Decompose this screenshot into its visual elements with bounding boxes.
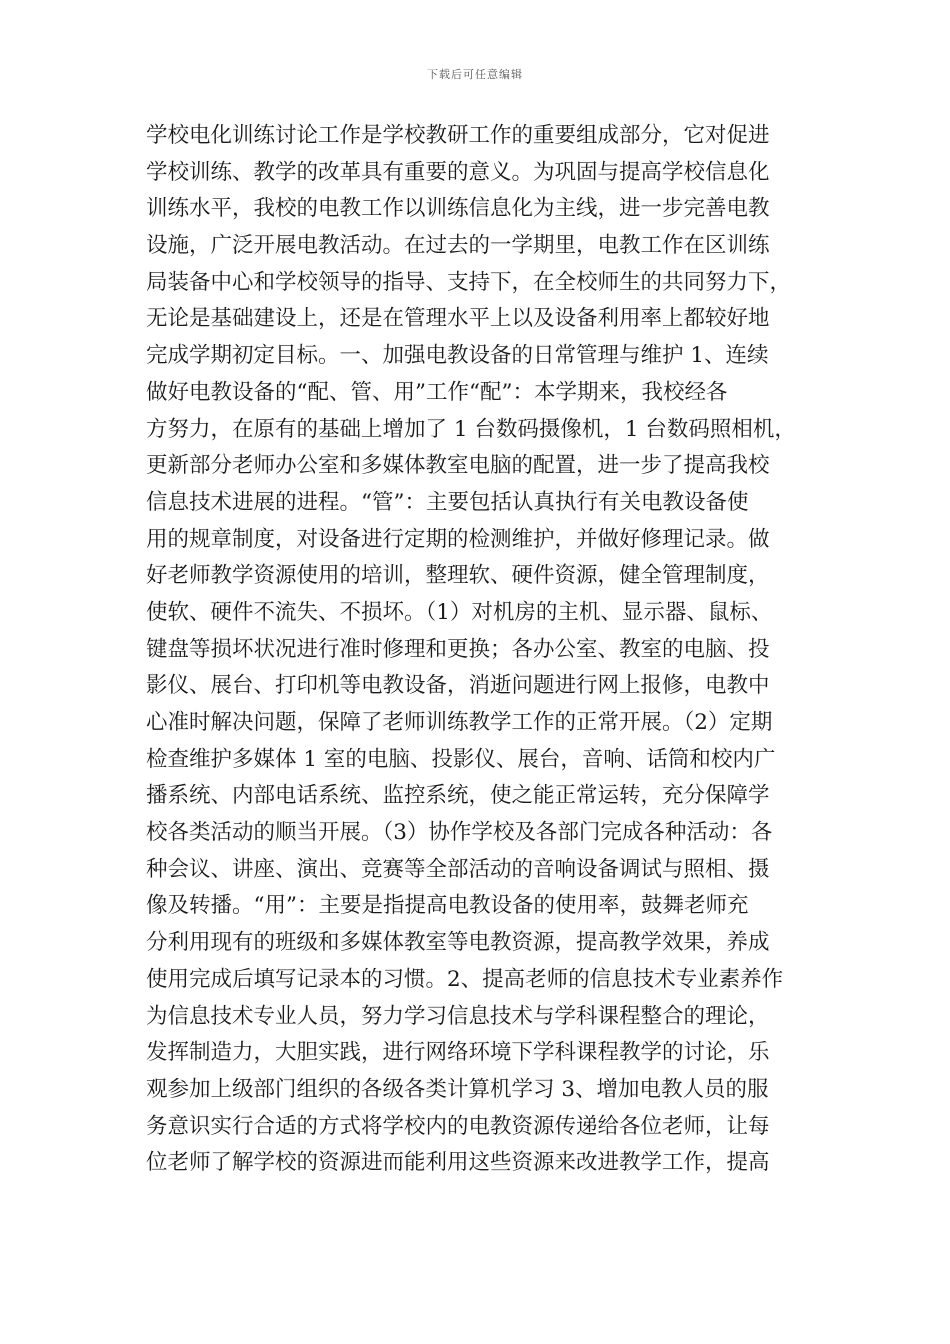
text-line: 无论是基础建设上，还是在管理水平上以及设备利用率上都较好地 <box>146 306 770 332</box>
text-line: 像及转播。“用”：主要是指提高电教设备的使用率，鼓舞老师充 <box>146 893 749 919</box>
text-line: 检查维护多媒体 1 室的电脑、投影仪、展台，音响、话筒和校内广 <box>146 746 776 772</box>
document-body <box>146 118 806 1182</box>
text-line: 学校训练、教学的改革具有重要的意义。为巩固与提高学校信息化 <box>146 159 770 185</box>
text-line: 用的规章制度，对设备进行定期的检测维护，并做好修理记录。做 <box>146 526 770 552</box>
text-line: 方努力，在原有的基础上增加了 1 台数码摄像机，1 台数码照相机， <box>146 416 796 442</box>
text-line: 种会议、讲座、演出、竞赛等全部活动的音响设备调试与照相、摄 <box>146 856 770 882</box>
text-line: 设施，广泛开展电教活动。在过去的一学期里，电教工作在区训练 <box>146 233 770 259</box>
text-line: 做好电教设备的“配、管、用”工作“配”：本学期来，我校经各 <box>146 379 728 405</box>
text-line: 更新部分老师办公室和多媒体教室电脑的配置，进一步了提高我校 <box>146 453 770 479</box>
text-line: 发挥制造力，大胆实践，进行网络环境下学科课程教学的讨论，乐 <box>146 1040 770 1066</box>
text-line: 学校电化训练讨论工作是学校教研工作的重要组成部分，它对促进 <box>146 123 770 148</box>
text-line: 使软、硬件不流失、不损坏。（1）对机房的主机、显示器、鼠标、 <box>146 599 773 625</box>
text-line: 心准时解决问题，保障了老师训练教学工作的正常开展。（2）定期 <box>146 710 773 735</box>
text-line: 局装备中心和学校领导的指导、支持下，在全校师生的共同努力下， <box>146 269 792 295</box>
page-header: 下载后可任意编辑 <box>427 68 523 81</box>
text-line: 完成学期初定目标。一、加强电教设备的日常管理与维护 1、连续 <box>146 343 769 369</box>
text-line: 位老师了解学校的资源进而能利用这些资源来改进教学工作，提高 <box>146 1150 770 1176</box>
text-line: 信息技术进展的进程。“管”：主要包括认真执行有关电教设备使 <box>146 489 749 515</box>
text-line: 播系统、内部电话系统、监控系统，使之能正常运转，充分保障学 <box>146 783 770 809</box>
text-line: 好老师教学资源使用的培训，整理软、硬件资源，健全管理制度， <box>146 563 770 589</box>
text-line: 训练水平，我校的电教工作以训练信息化为主线，进一步完善电教 <box>146 196 770 222</box>
text-line: 分利用现有的班级和多媒体教室等电教资源，提高教学效果，养成 <box>146 930 770 956</box>
text-line: 键盘等损坏状况进行准时修理和更换；各办公室、教室的电脑、投 <box>146 636 770 662</box>
text-line: 影仪、展台、打印机等电教设备，消逝问题进行网上报修，电教中 <box>146 673 770 699</box>
text-line: 校各类活动的顺当开展。（3）协作学校及各部门完成各种活动：各 <box>146 820 773 846</box>
text-line: 务意识实行合适的方式将学校内的电教资源传递给各位老师，让每 <box>146 1113 770 1139</box>
text-line: 使用完成后填写记录本的习惯。2、提高老师的信息技术专业素养作 <box>146 966 784 992</box>
text-line: 观参加上级部门组织的各级各类计算机学习 3、增加电教人员的服 <box>146 1076 769 1102</box>
text-line: 为信息技术专业人员，努力学习信息技术与学科课程整合的理论， <box>146 1003 770 1029</box>
